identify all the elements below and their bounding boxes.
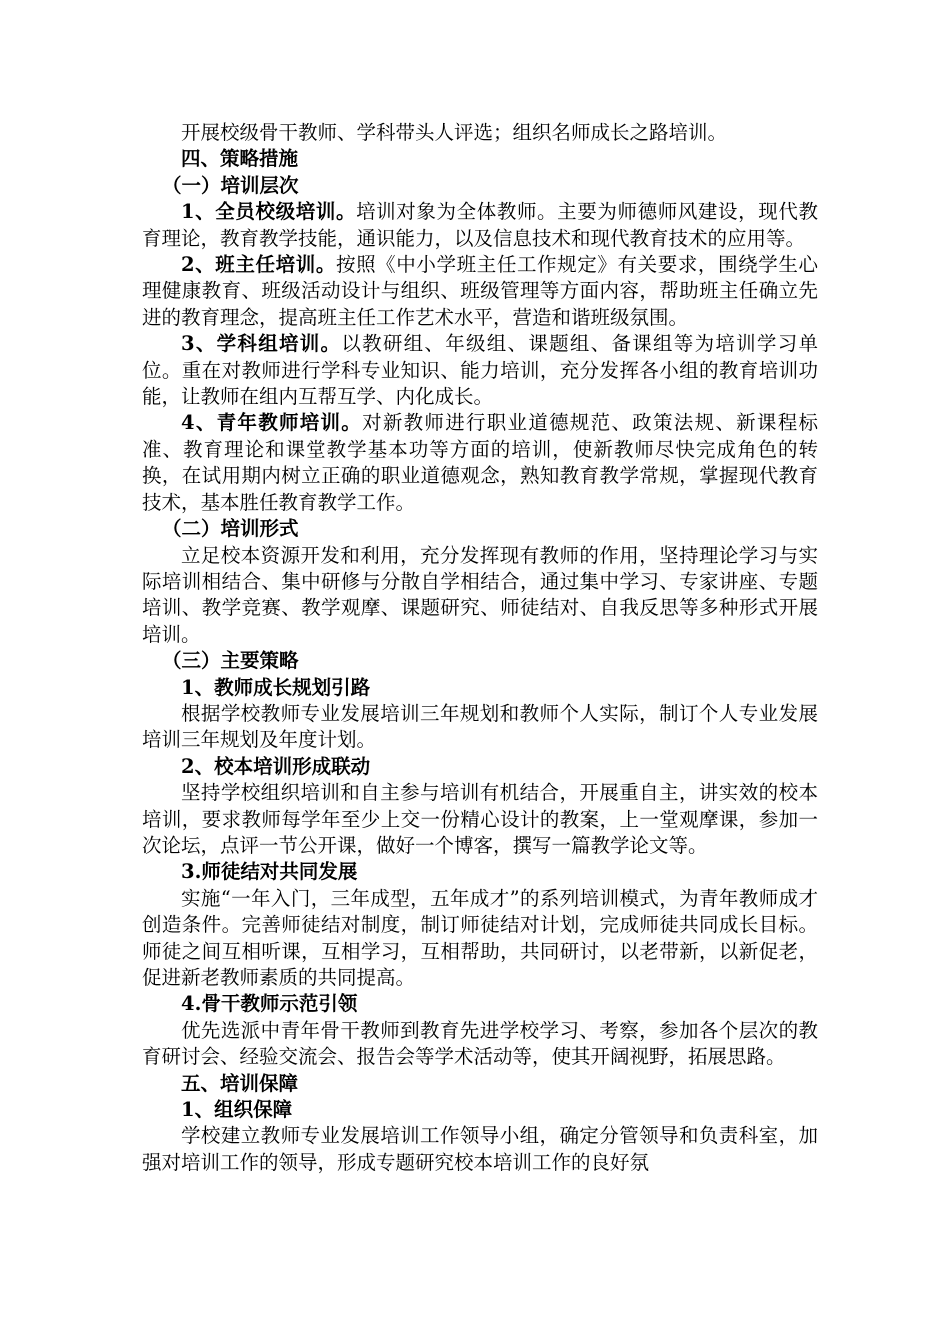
paragraph: 实施“一年入门，三年成型，五年成才”的系列培训模式，为青年教师成才创造条件。完善师徒结对制度，制订师徒结对计划，完成师徒共同成长目标。师徒之间互相听课，互相学习，互相帮助，共同研讨，以老带新，以新促老，促进新老教师素质的共同提高。 bbox=[142, 886, 818, 989]
paragraph-lead: 2、班主任培训。 bbox=[181, 253, 336, 277]
item-heading: 1、组织保障 bbox=[181, 1098, 293, 1122]
subsection-heading: （二）培训形式 bbox=[162, 517, 299, 541]
subsection-heading: （一）培训层次 bbox=[162, 173, 299, 197]
paragraph: 根据学校教师专业发展培训三年规划和教师个人实际，制订个人专业发展培训三年规划及年度计划。 bbox=[142, 701, 818, 752]
paragraph-lead: 3、学科组培训。 bbox=[181, 332, 342, 356]
paragraph: 立足校本资源开发和利用，充分发挥现有教师的作用，坚持理论学习与实际培训相结合、集中研修与分散自学相结合，通过集中学习、专家讲座、专题培训、教学竞赛、教学观摩、课题研究、师徒结对、自我反思等多种形式开展培训。 bbox=[142, 543, 818, 646]
paragraph bbox=[142, 410, 818, 516]
paragraph: 学校建立教师专业发展培训工作领导小组，确定分管领导和负责科室，加强对培训工作的领导，形成专题研究校本培训工作的良好氛 bbox=[142, 1124, 818, 1174]
paragraph bbox=[142, 331, 818, 410]
subsection-heading: （三）主要策略 bbox=[162, 649, 299, 673]
paragraph-text: 培训对象为全体教师。主要为师德师风建设，现代教育理论，教育教学技能，通识能力，以及信息技术和现代教育技术的应用等。 bbox=[142, 200, 818, 250]
item-heading: 2、校本培训形成联动 bbox=[181, 754, 371, 778]
section-heading: 五、培训保障 bbox=[181, 1071, 299, 1095]
paragraph-text: 按照《中小学班主任工作规定》有关要求，围绕学生心理健康教育、班级活动设计与组织、班级管理等方面内容，帮助班主任确立先进的教育理念，提高班主任工作艺术水平，营造和谐班级氛围。 bbox=[142, 253, 818, 329]
paragraph: 坚持学校组织培训和自主参与培训有机结合，开展重自主，讲实效的校本培训，要求教师每学年至少上交一份精心设计的教案，上一堂观摩课，参加一次论坛，点评一节公开课，做好一个博客，撰写一篇教学论文等。 bbox=[142, 781, 818, 857]
item-heading: 4.骨干教师示范引领 bbox=[181, 992, 358, 1016]
paragraph bbox=[142, 199, 818, 252]
item-heading: 1、教师成长规划引路 bbox=[181, 675, 371, 699]
document-body bbox=[142, 120, 818, 1176]
paragraph bbox=[142, 252, 818, 331]
paragraph-lead: 4、青年教师培训。 bbox=[181, 411, 363, 435]
paragraph-text: 对新教师进行职业道德规范、政策法规、新课程标准、教育理论和课堂教学基本功等方面的培训，使新教师尽快完成角色的转换，在试用期内树立正确的职业道德观念，熟知教育教学常规，掌握现代教育技术，基本胜任教育教学工作。 bbox=[142, 411, 818, 514]
item-heading: 3.师徒结对共同发展 bbox=[181, 860, 358, 884]
paragraph-text: 以教研组、年级组、课题组、备课组等为培训学习单位。重在对教师进行学科专业知识、能力培训，充分发挥各小组的教育培训功能，让教师在组内互帮互学、内化成长。 bbox=[142, 332, 818, 409]
section-heading: 四、策略措施 bbox=[181, 147, 299, 171]
paragraph: 开展校级骨干教师、学科带头人评选；组织名师成长之路培训。 bbox=[181, 121, 728, 144]
paragraph: 优先选派中青年骨干教师到教育先进学校学习、考察，参加各个层次的教育研讨会、经验交流会、报告会等学术活动等，使其开阔视野，拓展思路。 bbox=[142, 1018, 818, 1069]
paragraph-lead: 1、全员校级培训。 bbox=[181, 200, 357, 224]
